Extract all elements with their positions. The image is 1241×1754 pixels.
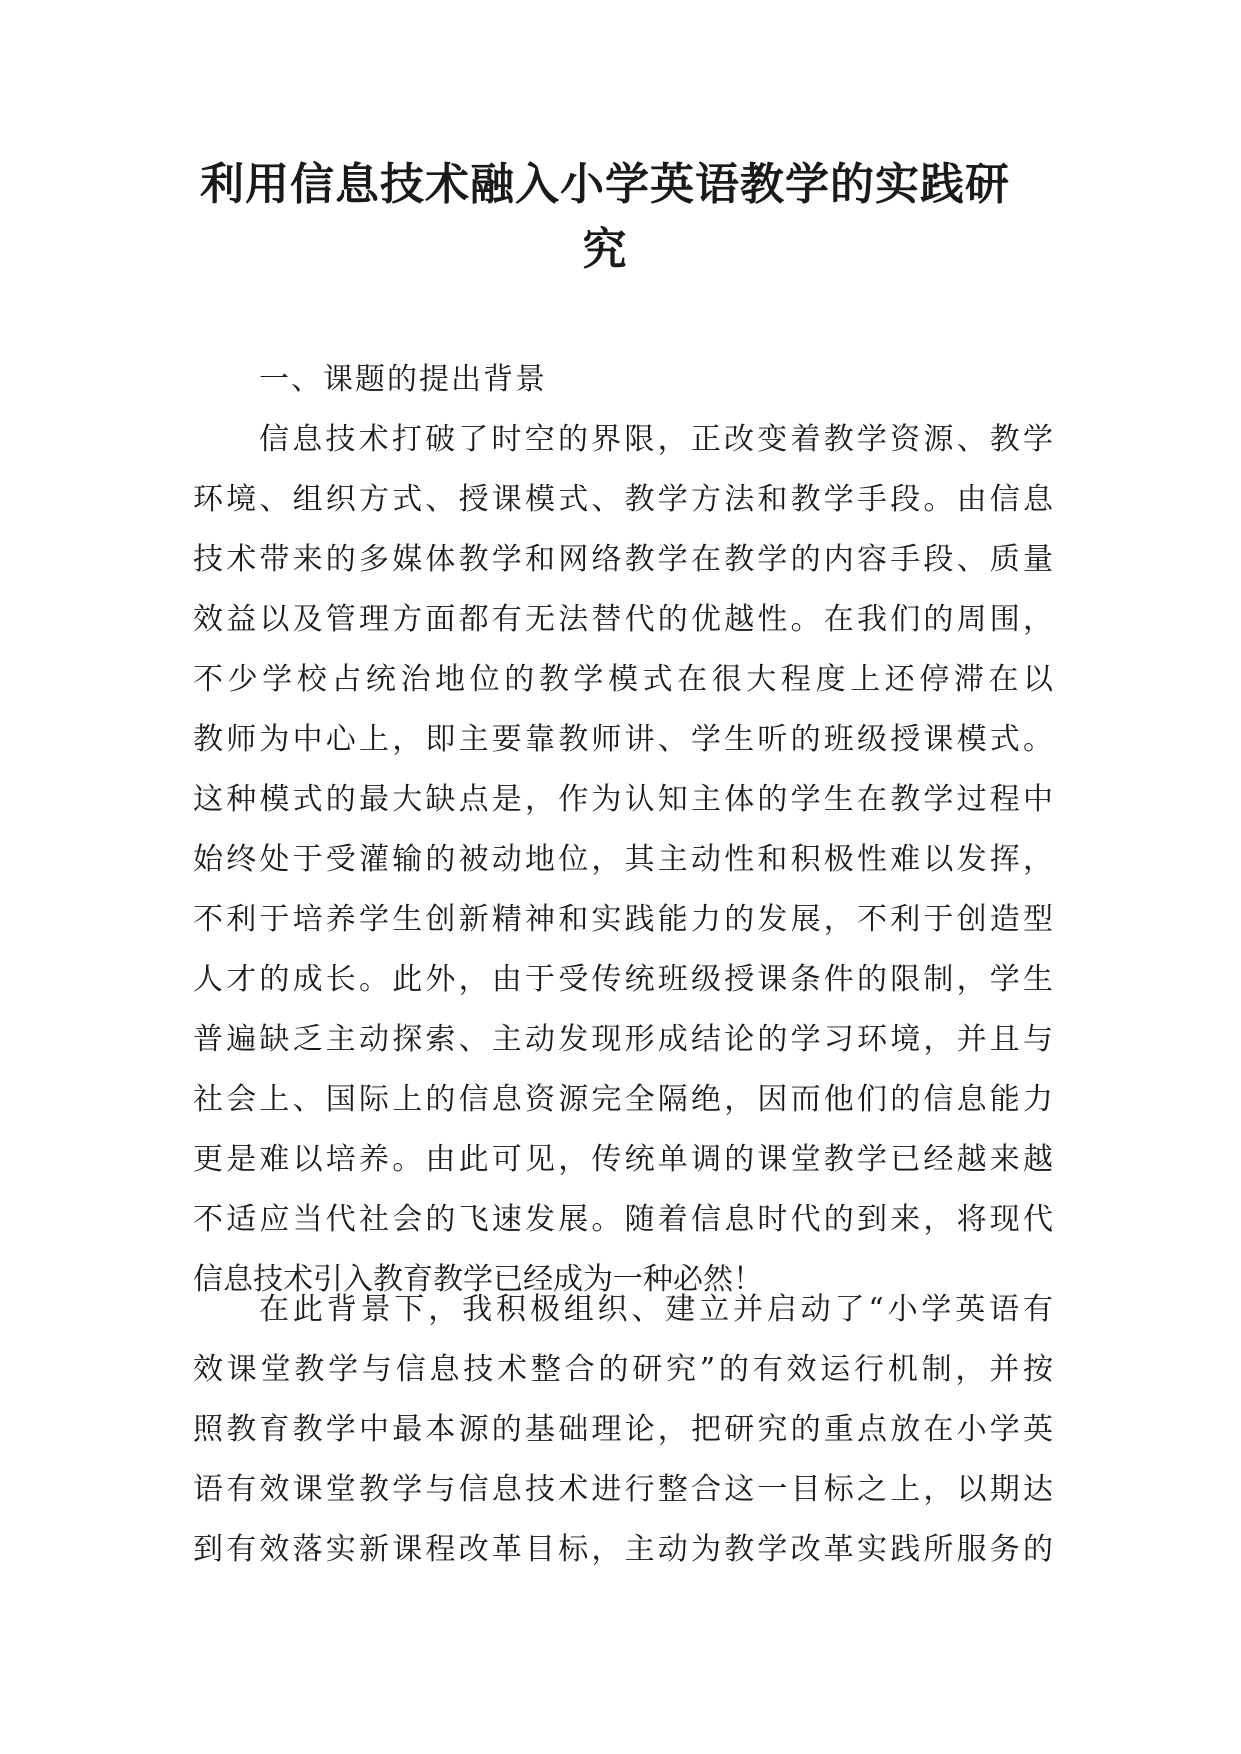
paragraph-line: 不适应当代社会的飞速发展。随着信息时代的到来，将现代 [193,1202,1053,1237]
title-line: 究 [582,224,628,275]
paragraph-line: 人才的成长。此外，由于受传统班级授课条件的限制，学生 [193,962,1053,997]
paragraph-line: 到有效落实新课程改革目标，主动为教学改革实践所服务的 [193,1532,1053,1567]
paragraph-line: 照教育教学中最本源的基础理论，把研究的重点放在小学英 [193,1412,1053,1447]
paragraph-line: 社会上、国际上的信息资源完全隔绝，因而他们的信息能力 [193,1082,1053,1117]
paragraph-line: 环境、组织方式、授课模式、教学方法和教学手段。由信息 [193,482,1053,517]
body-paragraph [193,1280,1053,1580]
title-line: 利用信息技术融入小学英语教学的实践研 [200,159,1010,210]
section-heading: 一、课题的提出背景 [259,362,547,397]
document-title [150,152,1060,282]
paragraph-line: 技术带来的多媒体教学和网络教学在教学的内容手段、质量 [193,542,1053,577]
paragraph-line: 普遍缺乏主动探索、主动发现形成结论的学习环境，并且与 [193,1022,1053,1057]
paragraph-line: 始终处于受灌输的被动地位，其主动性和积极性难以发挥， [193,842,1053,877]
paragraph-line: 效课堂教学与信息技术整合的研究”的有效运行机制，并按 [193,1352,1053,1387]
paragraph-line: 在此背景下，我积极组织、建立并启动了“小学英语有 [259,1292,1053,1327]
paragraph-line: 效益以及管理方面都有无法替代的优越性。在我们的周围， [193,602,1053,637]
paragraph-line: 这种模式的最大缺点是，作为认知主体的学生在教学过程中 [193,782,1053,817]
paragraph-line: 更是难以培养。由此可见，传统单调的课堂教学已经越来越 [193,1142,1053,1177]
paragraph-line: 教师为中心上，即主要靠教师讲、学生听的班级授课模式。 [193,722,1053,757]
paragraph-line: 语有效课堂教学与信息技术进行整合这一目标之上，以期达 [193,1472,1053,1507]
paragraph-line: 不利于培养学生创新精神和实践能力的发展，不利于创造型 [193,902,1053,937]
paragraph-line: 信息技术打破了时空的界限，正改变着教学资源、教学 [259,422,1053,457]
body-paragraph [193,410,1053,1310]
paragraph-line: 不少学校占统治地位的教学模式在很大程度上还停滞在以 [193,662,1053,697]
paragraph-line: 信息技术引入教育教学已经成为一种必然！ [193,1262,763,1297]
